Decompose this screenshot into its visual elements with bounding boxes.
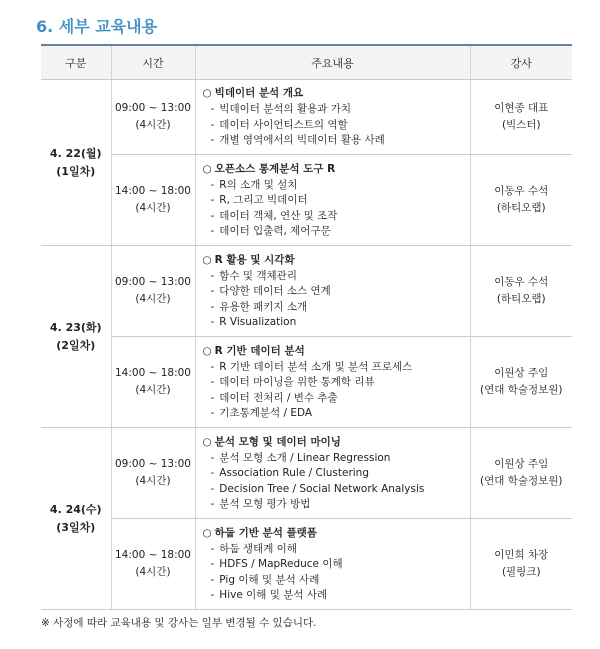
item-dash: -: [210, 209, 215, 222]
time-cell: [111, 80, 195, 155]
topic-item: [203, 315, 470, 331]
topic-item-text: 데이터 마이닝을 위한 통계학 리뷰: [219, 376, 375, 388]
topic-title-text: 하둡 기반 분석 플랫폼: [214, 526, 317, 539]
topic-item-text: 하둡 생태계 이해: [219, 542, 297, 555]
circle-bullet: ○: [202, 253, 212, 266]
topic-item-text: 개별 영역에서의 빅데이터 활용 사례: [219, 134, 385, 147]
table-row: [41, 337, 572, 428]
time-hours: (4시간): [135, 475, 171, 487]
instructor-name: 이원상 주임: [494, 367, 549, 379]
instructor-org: (하티오랩): [496, 293, 546, 305]
item-dash: -: [210, 451, 215, 464]
topic-item: [203, 573, 470, 589]
topic-item: [203, 542, 470, 558]
item-dash: -: [210, 194, 215, 206]
item-dash: -: [210, 558, 215, 570]
topic-title: [203, 161, 470, 178]
topic-cell: [195, 337, 470, 428]
time-range: 09:00 ~ 13:00: [115, 102, 191, 114]
circle-bullet: ○: [202, 87, 212, 100]
day-cell: [41, 428, 111, 610]
day-date: 4. 22(월): [49, 146, 102, 160]
topic-title-text: 분석 모형 및 데이터 마이닝: [214, 435, 341, 448]
topic-item-text: 분석 모형 소개 / Linear Regression: [219, 451, 391, 464]
item-dash: -: [210, 482, 215, 495]
circle-bullet: ○: [202, 435, 212, 448]
time-range: 09:00 ~ 13:00: [115, 458, 191, 470]
day-seq: (1일차): [56, 164, 96, 178]
instructor-org: (빅스터): [501, 119, 541, 131]
day-seq: (3일차): [56, 520, 96, 534]
topic-title: [203, 252, 470, 269]
item-dash: -: [210, 376, 215, 388]
topic-title: [203, 525, 470, 542]
topic-cell: [195, 155, 470, 246]
topic-item-text: 함수 및 객체관리: [219, 269, 297, 282]
schedule-body: [41, 80, 572, 610]
topic-item: [203, 360, 470, 376]
topic-item: [203, 224, 470, 240]
topic-item-text: Hive 이해 및 분석 사례: [219, 589, 328, 601]
topic-item-text: 데이터 전처리 / 변수 추출: [219, 391, 338, 404]
topic-item-text: 유용한 패키지 소개: [219, 300, 308, 313]
instructor-cell: [470, 428, 572, 519]
day-date: 4. 23(화): [49, 320, 102, 334]
schedule-table: [41, 44, 572, 610]
day-seq: (2일차): [56, 338, 96, 352]
topic-title-text: R 기반 데이터 분석: [214, 344, 305, 357]
time-hours: (4시간): [135, 119, 171, 131]
day-cell: [41, 246, 111, 428]
item-dash: -: [210, 269, 215, 282]
topic-item: [203, 482, 470, 498]
table-row: [41, 80, 572, 155]
item-dash: -: [210, 225, 215, 237]
table-row: [41, 428, 572, 519]
item-dash: -: [210, 178, 215, 191]
time-hours: (4시간): [135, 384, 171, 396]
time-cell: [111, 519, 195, 610]
header-content: 주요내용: [195, 45, 470, 80]
item-dash: -: [210, 316, 215, 328]
topic-cell: [195, 80, 470, 155]
topic-item-text: R Visualization: [219, 316, 297, 328]
topic-item-text: R의 소개 및 설치: [219, 178, 298, 191]
topic-item: [203, 118, 470, 134]
instructor-name: 이현종 대표: [494, 102, 549, 114]
instructor-cell: [470, 337, 572, 428]
topic-title: [203, 85, 470, 102]
time-cell: [111, 246, 195, 337]
time-range: 14:00 ~ 18:00: [115, 185, 191, 197]
topic-title: [203, 434, 470, 451]
item-dash: -: [210, 134, 215, 147]
day-cell: [41, 80, 111, 246]
time-range: 14:00 ~ 18:00: [115, 549, 191, 561]
time-range: 09:00 ~ 13:00: [115, 276, 191, 288]
circle-bullet: ○: [202, 526, 212, 539]
item-dash: -: [210, 391, 215, 404]
instructor-org: (필링크): [501, 566, 541, 578]
item-dash: -: [210, 573, 215, 586]
topic-item: [203, 451, 470, 467]
table-row: [41, 519, 572, 610]
item-dash: -: [210, 542, 215, 555]
topic-item: [203, 178, 470, 194]
topic-item-text: Decision Tree / Social Network Analysis: [219, 482, 425, 495]
topic-item: [203, 497, 470, 513]
topic-item: [203, 133, 470, 149]
header-time: 시간: [111, 45, 195, 80]
item-dash: -: [210, 118, 215, 131]
instructor-name: 이동우 수석: [494, 185, 549, 197]
topic-item: [203, 300, 470, 316]
topic-item-text: R 기반 데이터 분석 소개 및 분석 프로세스: [219, 360, 413, 373]
circle-bullet: ○: [202, 344, 212, 357]
table-row: [41, 155, 572, 246]
section-title: 6. 세부 교육내용: [36, 17, 158, 36]
topic-item-text: 데이터 입출력, 제어구문: [219, 225, 331, 237]
topic-item: [203, 375, 470, 391]
topic-cell: [195, 246, 470, 337]
topic-item: [203, 102, 470, 118]
instructor-cell: [470, 80, 572, 155]
topic-item-text: 데이터 사이언티스트의 역할: [219, 118, 348, 131]
header-category: 구분: [41, 45, 111, 80]
instructor-cell: [470, 519, 572, 610]
topic-item: [203, 391, 470, 407]
topic-item: [203, 406, 470, 422]
instructor-org: (연대 학술정보원): [479, 475, 563, 487]
topic-item-text: HDFS / MapReduce 이해: [219, 558, 343, 570]
footnote: ※ 사정에 따라 교육내용 및 강사는 일부 변경될 수 있습니다.: [41, 617, 317, 629]
topic-item: [203, 557, 470, 573]
circle-bullet: ○: [202, 162, 212, 175]
instructor-cell: [470, 155, 572, 246]
topic-item-text: 분석 모형 평가 방법: [219, 498, 311, 510]
topic-title: [203, 343, 470, 360]
instructor-name: 이원상 주임: [494, 458, 549, 470]
item-dash: -: [210, 407, 215, 419]
topic-item: [203, 193, 470, 209]
instructor-cell: [470, 246, 572, 337]
item-dash: -: [210, 103, 215, 116]
topic-item-text: Association Rule / Clustering: [219, 467, 369, 479]
topic-item-text: 기초통계분석 / EDA: [219, 407, 313, 419]
instructor-org: (연대 학술정보원): [479, 384, 563, 396]
header-instructor: 강사: [470, 45, 572, 80]
item-dash: -: [210, 498, 215, 510]
item-dash: -: [210, 589, 215, 601]
topic-item-text: 다양한 데이터 소스 연계: [219, 285, 331, 297]
table-row: [41, 246, 572, 337]
topic-cell: [195, 428, 470, 519]
item-dash: -: [210, 360, 215, 373]
topic-title-text: 오픈소스 통계분석 도구 R: [214, 162, 336, 175]
topic-item-text: 데이터 객체, 연산 및 조작: [219, 209, 338, 222]
item-dash: -: [210, 300, 215, 313]
topic-title-text: R 활용 및 시각화: [214, 253, 295, 266]
topic-item: [203, 209, 470, 225]
time-cell: [111, 337, 195, 428]
day-date: 4. 24(수): [49, 502, 102, 516]
topic-item-text: Pig 이해 및 분석 사례: [219, 573, 320, 586]
instructor-name: 이민희 차장: [494, 549, 549, 561]
topic-item-text: 빅데이터 분석의 활용과 가치: [219, 103, 352, 116]
instructor-org: (하티오랩): [496, 202, 546, 214]
topic-item: [203, 269, 470, 285]
instructor-name: 이동우 수석: [494, 276, 549, 288]
topic-cell: [195, 519, 470, 610]
item-dash: -: [210, 285, 215, 297]
topic-item: [203, 588, 470, 604]
time-hours: (4시간): [135, 566, 171, 578]
item-dash: -: [210, 467, 215, 479]
time-range: 14:00 ~ 18:00: [115, 367, 191, 379]
time-hours: (4시간): [135, 293, 171, 305]
time-hours: (4시간): [135, 202, 171, 214]
topic-item: [203, 284, 470, 300]
time-cell: [111, 155, 195, 246]
topic-item: [203, 466, 470, 482]
topic-item-text: R, 그리고 빅데이터: [219, 194, 308, 206]
topic-title-text: 빅데이터 분석 개요: [214, 87, 304, 100]
table-header-row: [41, 45, 572, 80]
time-cell: [111, 428, 195, 519]
